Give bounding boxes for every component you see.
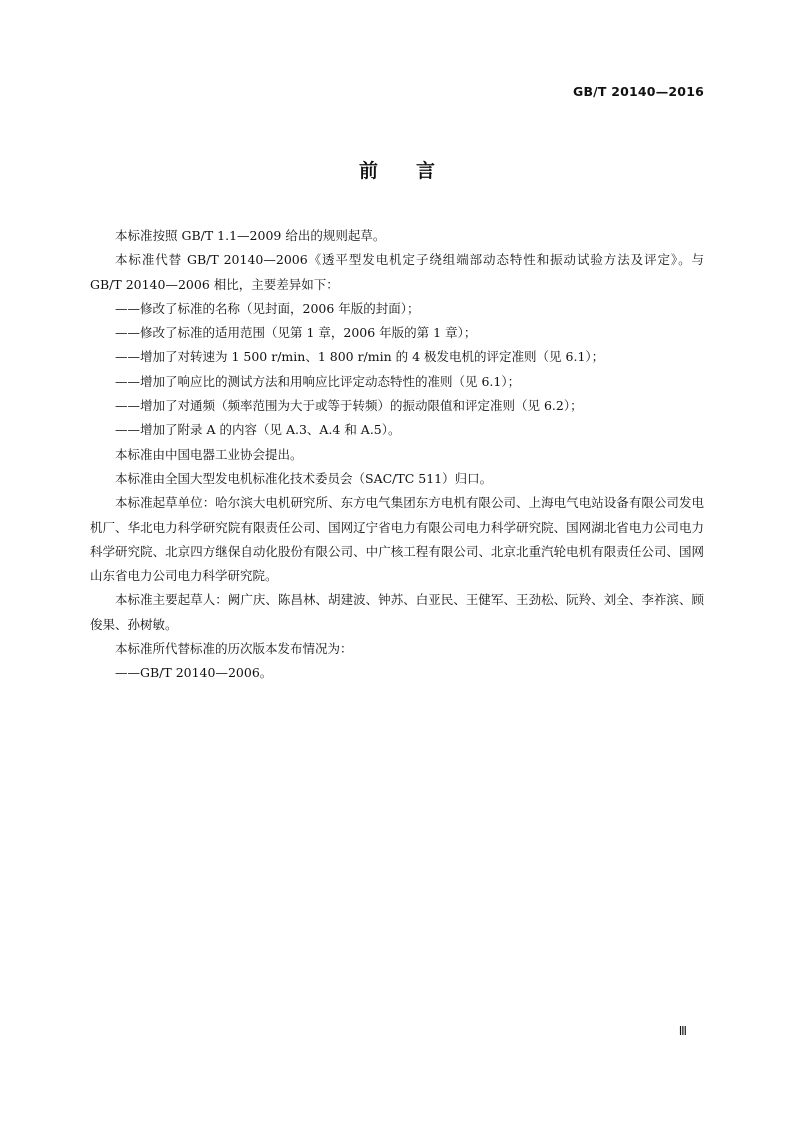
- paragraph: 本标准所代替标准的历次版本发布情况为：: [115, 641, 353, 657]
- list-item: ——增加了对转速为 1 500 r/min、1 800 r/min 的 4 极发电机的评定准则（见 6.1）；: [115, 349, 605, 365]
- paragraph: 本标准按照 GB/T 1.1—2009 给出的规则起草。: [115, 228, 386, 243]
- page-number: Ⅲ: [678, 1024, 687, 1038]
- paragraph: 本标准主要起草人：阙广庆、陈昌林、胡建波、钟苏、白亚民、王健军、王劲松、阮羚、刘全、李祚滨、顾俊果、孙树敏。: [90, 592, 704, 632]
- paragraph: 本标准起草单位：哈尔滨大电机研究所、东方电气集团东方电机有限公司、上海电气电站设备有限公司发电机厂、华北电力科学研究院有限责任公司、国网辽宁省电力有限公司电力科学研究院、国网湖北省电力公司电力科学研究院、北京四方继保自动化股份有限公司、中广核工程有限公司、北京北重汽轮电机有限责任公司、国网山东省电力公司电力科学研究院。: [90, 495, 704, 584]
- standard-number: GB/T 20140—2016: [572, 84, 704, 99]
- paragraph: 本标准代替 GB/T 20140—2006《透平型发电机定子绕组端部动态特性和振动试验方法及评定》。与 GB/T 20140—2006 相比，主要差异如下：: [90, 252, 704, 292]
- list-item: ——修改了标准的名称（见封面，2006 年版的封面）；: [115, 300, 420, 316]
- page-title: 前言: [358, 160, 473, 182]
- foreword-body: [90, 224, 704, 686]
- list-item: ——增加了对通频（频率范围为大于或等于转频）的振动限值和评定准则（见 6.2）；: [115, 398, 583, 414]
- list-item: ——增加了附录 A 的内容（见 A.3、A.4 和 A.5）。: [115, 422, 401, 438]
- paragraph: 本标准由中国电器工业协会提出。: [115, 446, 303, 462]
- list-item: ——GB/T 20140—2006。: [115, 665, 273, 681]
- list-item: ——增加了响应比的测试方法和用响应比评定动态特性的准则（见 6.1）；: [115, 373, 521, 389]
- list-item: ——修改了标准的适用范围（见第 1 章，2006 年版的第 1 章）；: [115, 325, 477, 341]
- paragraph: 本标准由全国大型发电机标准化技术委员会（SAC/TC 511）归口。: [115, 470, 493, 486]
